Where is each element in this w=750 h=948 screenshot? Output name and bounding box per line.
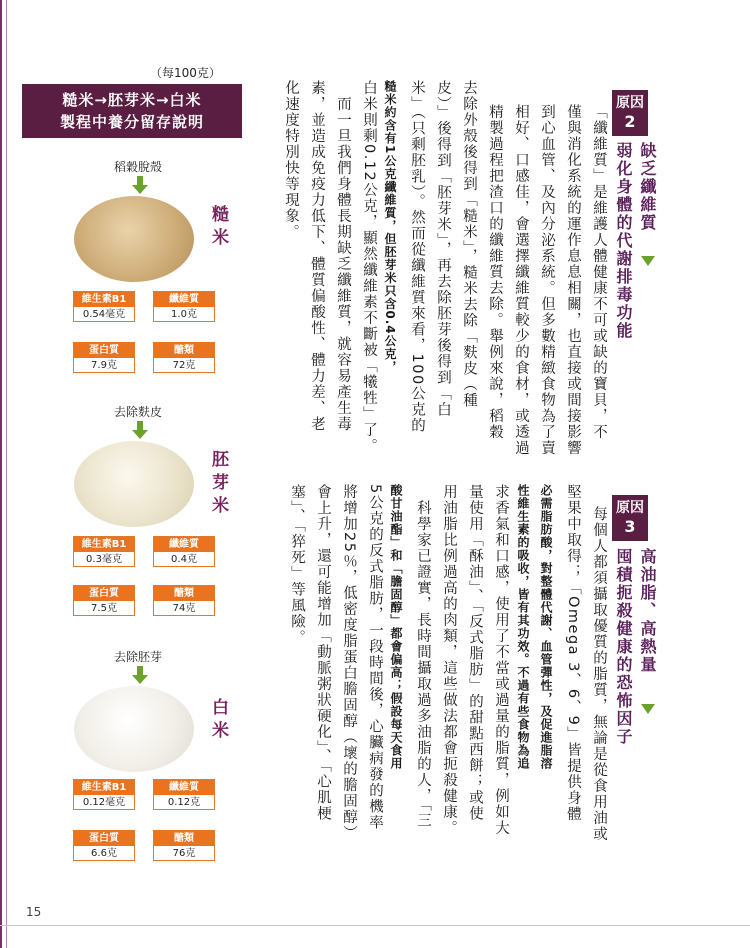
nutrient-box [73,585,135,616]
down-arrow-icon [134,421,146,439]
reason-3-text-col: 求香氣和口感，使用了不當或過量的脂質，例如大 [493,484,509,836]
banner-line-2: 製程中養分留存說明 [59,113,204,131]
nutrient-value: 0.54毫克 [82,309,126,320]
reason-3-note-col: 酸甘油酯」和「膽固醇」都會偏高；假設每天食用 [389,484,403,770]
page-number: 15 [26,905,42,919]
rice-name: 胚芽米 [208,450,228,519]
reason-number: 2 [624,112,636,131]
nutrient-label: 纖維質 [154,292,214,307]
reason-2-title-line-2: 弱化身體的代謝排毒功能 [614,142,633,340]
reason-2-title-line-1: 缺乏纖維質 [638,142,657,232]
reason-number: 3 [624,517,636,536]
nutrient-value: 72克 [172,360,196,371]
germ-rice-image [74,441,194,527]
nutrient-label: 醣類 [154,343,214,358]
nutrient-box [153,779,215,810]
reason-3-text-col: 用油脂比例過高的肉類，這些做法都會扼殺健康。 [441,484,457,836]
nutrient-label: 蛋白質 [74,586,134,601]
reason-label: 原因 [616,500,644,516]
down-arrow-icon [134,176,146,194]
reason-3-text-col: 5公克的反式脂肪，一段時間後，心臟病發的機率 [367,484,383,831]
nutrient-box [73,291,135,322]
nutrient-label: 維生素B1 [74,537,134,552]
rice-name: 白米 [208,698,228,744]
reason-2-text-col: 去除外殼後得到「糙米」，糙米去除「麩皮（種 [461,80,477,409]
nutrient-value: 6.6克 [91,848,117,859]
left-banner [22,84,242,138]
nutrient-value: 7.9克 [91,360,117,371]
reason-2-text-col: 「纖維質」是維護人體健康不可或缺的寶貝，不 [591,104,607,440]
stage-process-label: 去除胚芽 [113,650,162,664]
nutrient-value: 0.12克 [167,797,201,808]
banner-line-1: 糙米→胚芽米→白米 [62,91,202,109]
footer-rule [0,925,750,926]
reason-2-text-col: 精製過程把渣口的纖維質去除。舉例來說，稻穀 [487,104,503,440]
nutrient-label: 纖維質 [154,537,214,552]
reason-2-text-col: 白米則剩0.12公克，顯然纖維素不斷被「犧牲」了。 [361,80,377,455]
nutrient-box [73,779,135,810]
reason-2-note-col: 糙米約含有1公克纖維質，但胚芽米只含0.4公克， [383,80,397,374]
nutrient-label: 維生素B1 [74,780,134,795]
nutrient-label: 維生素B1 [74,292,134,307]
reason-2-text-col: 而一旦我們身體長期缺乏纖維質，就容易產生毒 [335,80,351,432]
nutrient-box [73,342,135,373]
reason-3-title-line-2: 囤積扼殺健康的恐怖因子 [614,548,633,746]
down-triangle-icon [641,256,655,266]
reason-2-text-col: 素，並造成免疫力低下、體質偏酸性、體力差、老 [309,80,325,432]
nutrient-box [153,342,215,373]
nutrient-value: 0.3毫克 [86,554,122,565]
nutrient-label: 纖維質 [154,780,214,795]
reason-2-text-col: 相好、口感佳，會選擇纖維質較少的食材，或透過 [513,104,529,456]
reason-3-note-col: 必需脂肪酸，對整體代謝、血管彈性，及促進脂溶 [539,484,553,770]
nutrient-box [153,585,215,616]
stage-process-label: 去除麩皮 [113,405,162,419]
reason-3-text-col: 將增加25％，低密度脂蛋白膽固醇（壞的膽固醇） [341,484,357,842]
nutrient-value: 76克 [172,848,196,859]
nutrient-label: 醣類 [154,831,214,846]
down-arrow-icon [134,666,146,684]
nutrient-label: 蛋白質 [74,343,134,358]
reason-3-text-col: 堅果中取得；「Omega 3、6、9」皆提供身體 [565,484,581,823]
nutrient-value: 74克 [172,603,196,614]
reason-2-text-col: 化速度特別快等現象。 [283,80,299,240]
unit-note: （每100克） [150,66,221,80]
nutrient-box [73,536,135,567]
reason-2-text-col: 皮）」後得到「胚芽米」，再去除胚芽後得到「白 [435,80,451,418]
rice-name: 糙米 [208,205,228,251]
nutrient-box [153,291,215,322]
reason-2-text-col: 到心血管、及內分泌系統。但多數精緻食物為了賣 [539,104,555,456]
nutrient-label: 醣類 [154,586,214,601]
nutrient-value: 0.12毫克 [82,797,126,808]
stage-process-label: 稻穀脫殼 [113,160,162,174]
white-rice-image [74,686,194,772]
nutrient-box [153,830,215,861]
nutrient-box [73,830,135,861]
nutrient-box [153,536,215,567]
reason-3-title-line-1: 高油脂、高熱量 [638,548,657,674]
reason-2-text-col: 僅與消化系統的運作息息相關，也直接或間接影響 [565,104,581,456]
reason-3-text-col: 會上升，還可能增加「動脈粥狀硬化」、「心肌梗 [315,484,331,822]
page-spine-line-inner [6,0,7,948]
nutrient-label: 蛋白質 [74,831,134,846]
reason-3-text-col: 每個人都須攝取優質的脂質，無論是從食用油或 [591,506,607,842]
page-spine-line [0,0,2,948]
reason-2-badge [612,90,648,136]
nutrient-value: 7.5克 [91,603,117,614]
reason-3-text-col: 塞」、「猝死」等風險。 [289,484,305,646]
nutrient-value: 0.4克 [171,554,197,565]
brown-rice-image [74,196,194,282]
reason-3-text-col: 量使用「酥油」、「反式脂肪」的甜點西餅；或使 [467,484,483,822]
reason-3-badge [612,495,648,541]
reason-2-text-col: 米」（只剩胚乳）。然而從纖維質來看，100公克的 [409,80,425,434]
reason-label: 原因 [616,95,644,111]
nutrient-value: 1.0克 [171,309,197,320]
reason-3-text-col: 科學家已證實，長時間攝取過多油脂的人，「三 [415,484,431,829]
down-triangle-icon [641,704,655,714]
reason-3-note-col: 性維生素的吸收，皆有其功效。不過有些食物為追 [516,484,530,770]
